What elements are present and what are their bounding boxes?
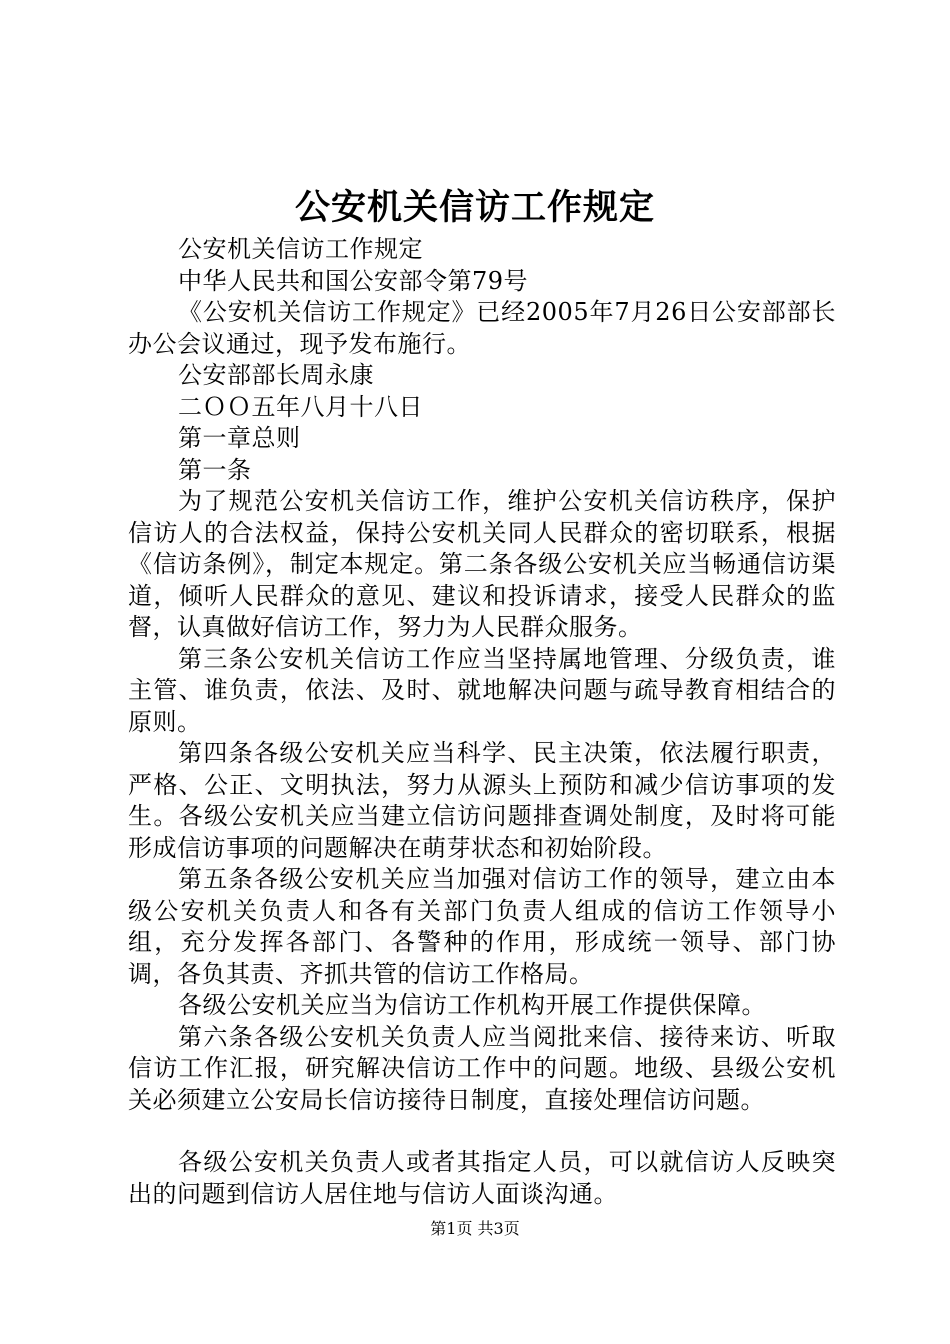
paragraph-article-6-continued: 各级公安机关负责人或者其指定人员，可以就信访人反映突出的问题到信访人居住地与信访人面谈沟通。 bbox=[128, 1148, 836, 1208]
page-footer: 第1页 共3页 bbox=[430, 1219, 520, 1238]
paragraph-decree-number: 中华人民共和国公安部令第79号 bbox=[178, 266, 529, 295]
paragraph-article-heading: 第一条 bbox=[178, 455, 252, 484]
paragraph-article-5: 第五条各级公安机关应当加强对信访工作的领导，建立由本级公安机关负责人和各有关部门负责人组成的信访工作领导小组，充分发挥各部门、各警种的作用，形成统一领导、部门协调，各负其责、齐抓共管的信访工作格局。 bbox=[128, 865, 836, 988]
paragraph-article-6: 第六条各级公安机关负责人应当阅批来信、接待来访、听取信访工作汇报，研究解决信访工作中的问题。地级、县级公安机关必须建立公安局长信访接待日制度，直接处理信访问题。 bbox=[128, 1022, 836, 1114]
paragraph-date: 二ＯＯ五年八月十八日 bbox=[178, 392, 423, 421]
paragraph-heading-repeat: 公安机关信访工作规定 bbox=[178, 235, 423, 263]
paragraph-article-1-2: 为了规范公安机关信访工作，维护公安机关信访秩序，保护信访人的合法权益，保持公安机关同人民群众的密切联系，根据《信访条例》，制定本规定。第二条各级公安机关应当畅通信访渠道，倾听人民群众的意见、建议和投诉请求，接受人民群众的监督，认真做好信访工作，努力为人民群众服务。 bbox=[128, 487, 836, 641]
paragraph-signatory: 公安部部长周永康 bbox=[178, 361, 374, 389]
paragraph-article-4: 第四条各级公安机关应当科学、民主决策，依法履行职责，严格、公正、文明执法，努力从源头上预防和减少信访事项的发生。各级公安机关应当建立信访问题排查调处制度，及时将可能形成信访事项的问题解决在萌芽状态和初始阶段。 bbox=[128, 739, 836, 862]
document-body bbox=[128, 234, 836, 1210]
paragraph-chapter-heading: 第一章总则 bbox=[178, 424, 301, 452]
paragraph-promulgation: 《公安机关信访工作规定》已经2005年7月26日公安部部长办公会议通过，现予发布施行。 bbox=[128, 298, 836, 358]
document-title: 公安机关信访工作规定 bbox=[294, 187, 655, 228]
paragraph-article-5-support: 各级公安机关应当为信访工作机构开展工作提供保障。 bbox=[178, 991, 766, 1019]
paragraph-article-3: 第三条公安机关信访工作应当坚持属地管理、分级负责，谁主管、谁负责，依法、及时、就地解决问题与疏导教育相结合的原则。 bbox=[128, 644, 836, 736]
